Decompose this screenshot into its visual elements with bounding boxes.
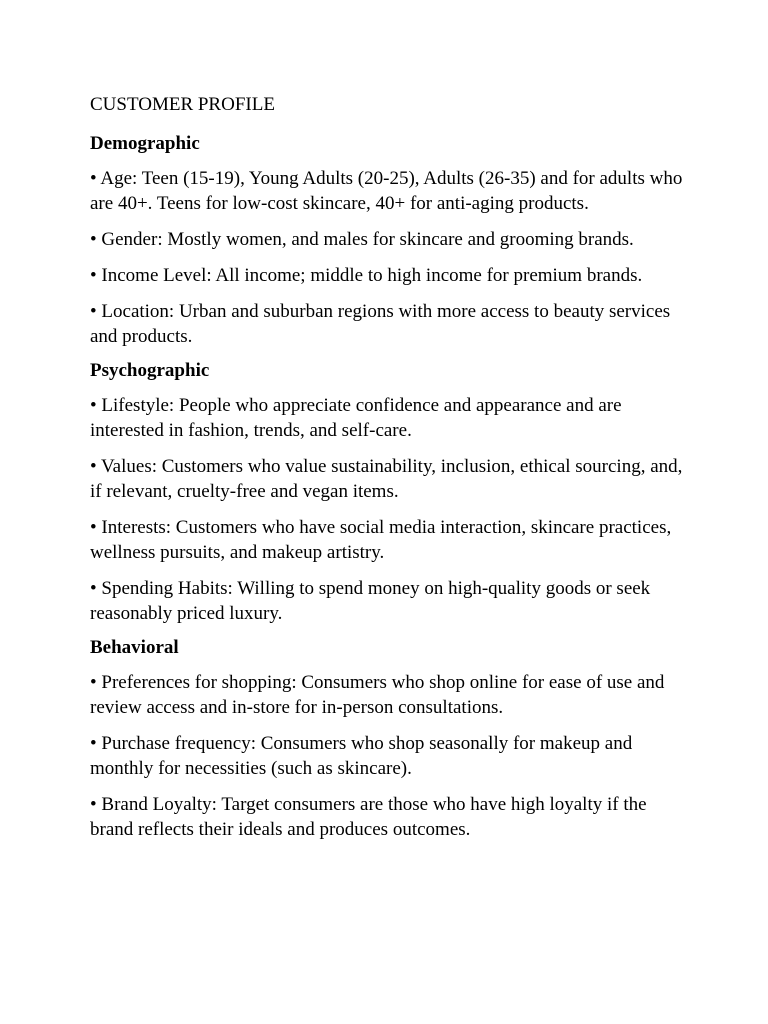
bullet-shopping-preferences: • Preferences for shopping: Consumers who shop online for ease of use and review access and in-store for in-person consultations. xyxy=(90,672,665,718)
bullet-purchase-frequency: • Purchase frequency: Consumers who shop seasonally for makeup and monthly for necessities (such as skincare). xyxy=(90,733,633,779)
document-title: CUSTOMER PROFILE xyxy=(90,94,275,115)
document-body xyxy=(90,94,686,853)
bullet-lifestyle: • Lifestyle: People who appreciate confidence and appearance and are interested in fashion, trends, and self-care. xyxy=(90,395,622,441)
section-heading-behavioral: Behavioral xyxy=(90,637,179,658)
bullet-location: • Location: Urban and suburban regions with more access to beauty services and products. xyxy=(90,301,671,347)
bullet-values: • Values: Customers who value sustainability, inclusion, ethical sourcing, and, if relevant, cruelty-free and vegan items. xyxy=(90,456,683,502)
section-behavioral xyxy=(90,637,686,842)
bullet-interests: • Interests: Customers who have social media interaction, skincare practices, wellness pursuits, and makeup artistry. xyxy=(90,517,672,563)
section-heading-psychographic: Psychographic xyxy=(90,360,210,381)
bullet-age: • Age: Teen (15-19), Young Adults (20-25), Adults (26-35) and for adults who are 40+. Teens for low-cost skincare, 40+ for anti-aging products. xyxy=(90,168,683,214)
bullet-income-level: • Income Level: All income; middle to high income for premium brands. xyxy=(90,265,643,286)
bullet-brand-loyalty: • Brand Loyalty: Target consumers are those who have high loyalty if the brand reflects their ideals and produces outcomes. xyxy=(90,794,647,840)
bullet-gender: • Gender: Mostly women, and males for skincare and grooming brands. xyxy=(90,229,634,250)
section-demographic xyxy=(90,133,686,349)
section-heading-demographic: Demographic xyxy=(90,133,200,154)
bullet-spending-habits: • Spending Habits: Willing to spend money on high-quality goods or seek reasonably priced luxury. xyxy=(90,578,651,624)
section-psychographic xyxy=(90,360,686,626)
